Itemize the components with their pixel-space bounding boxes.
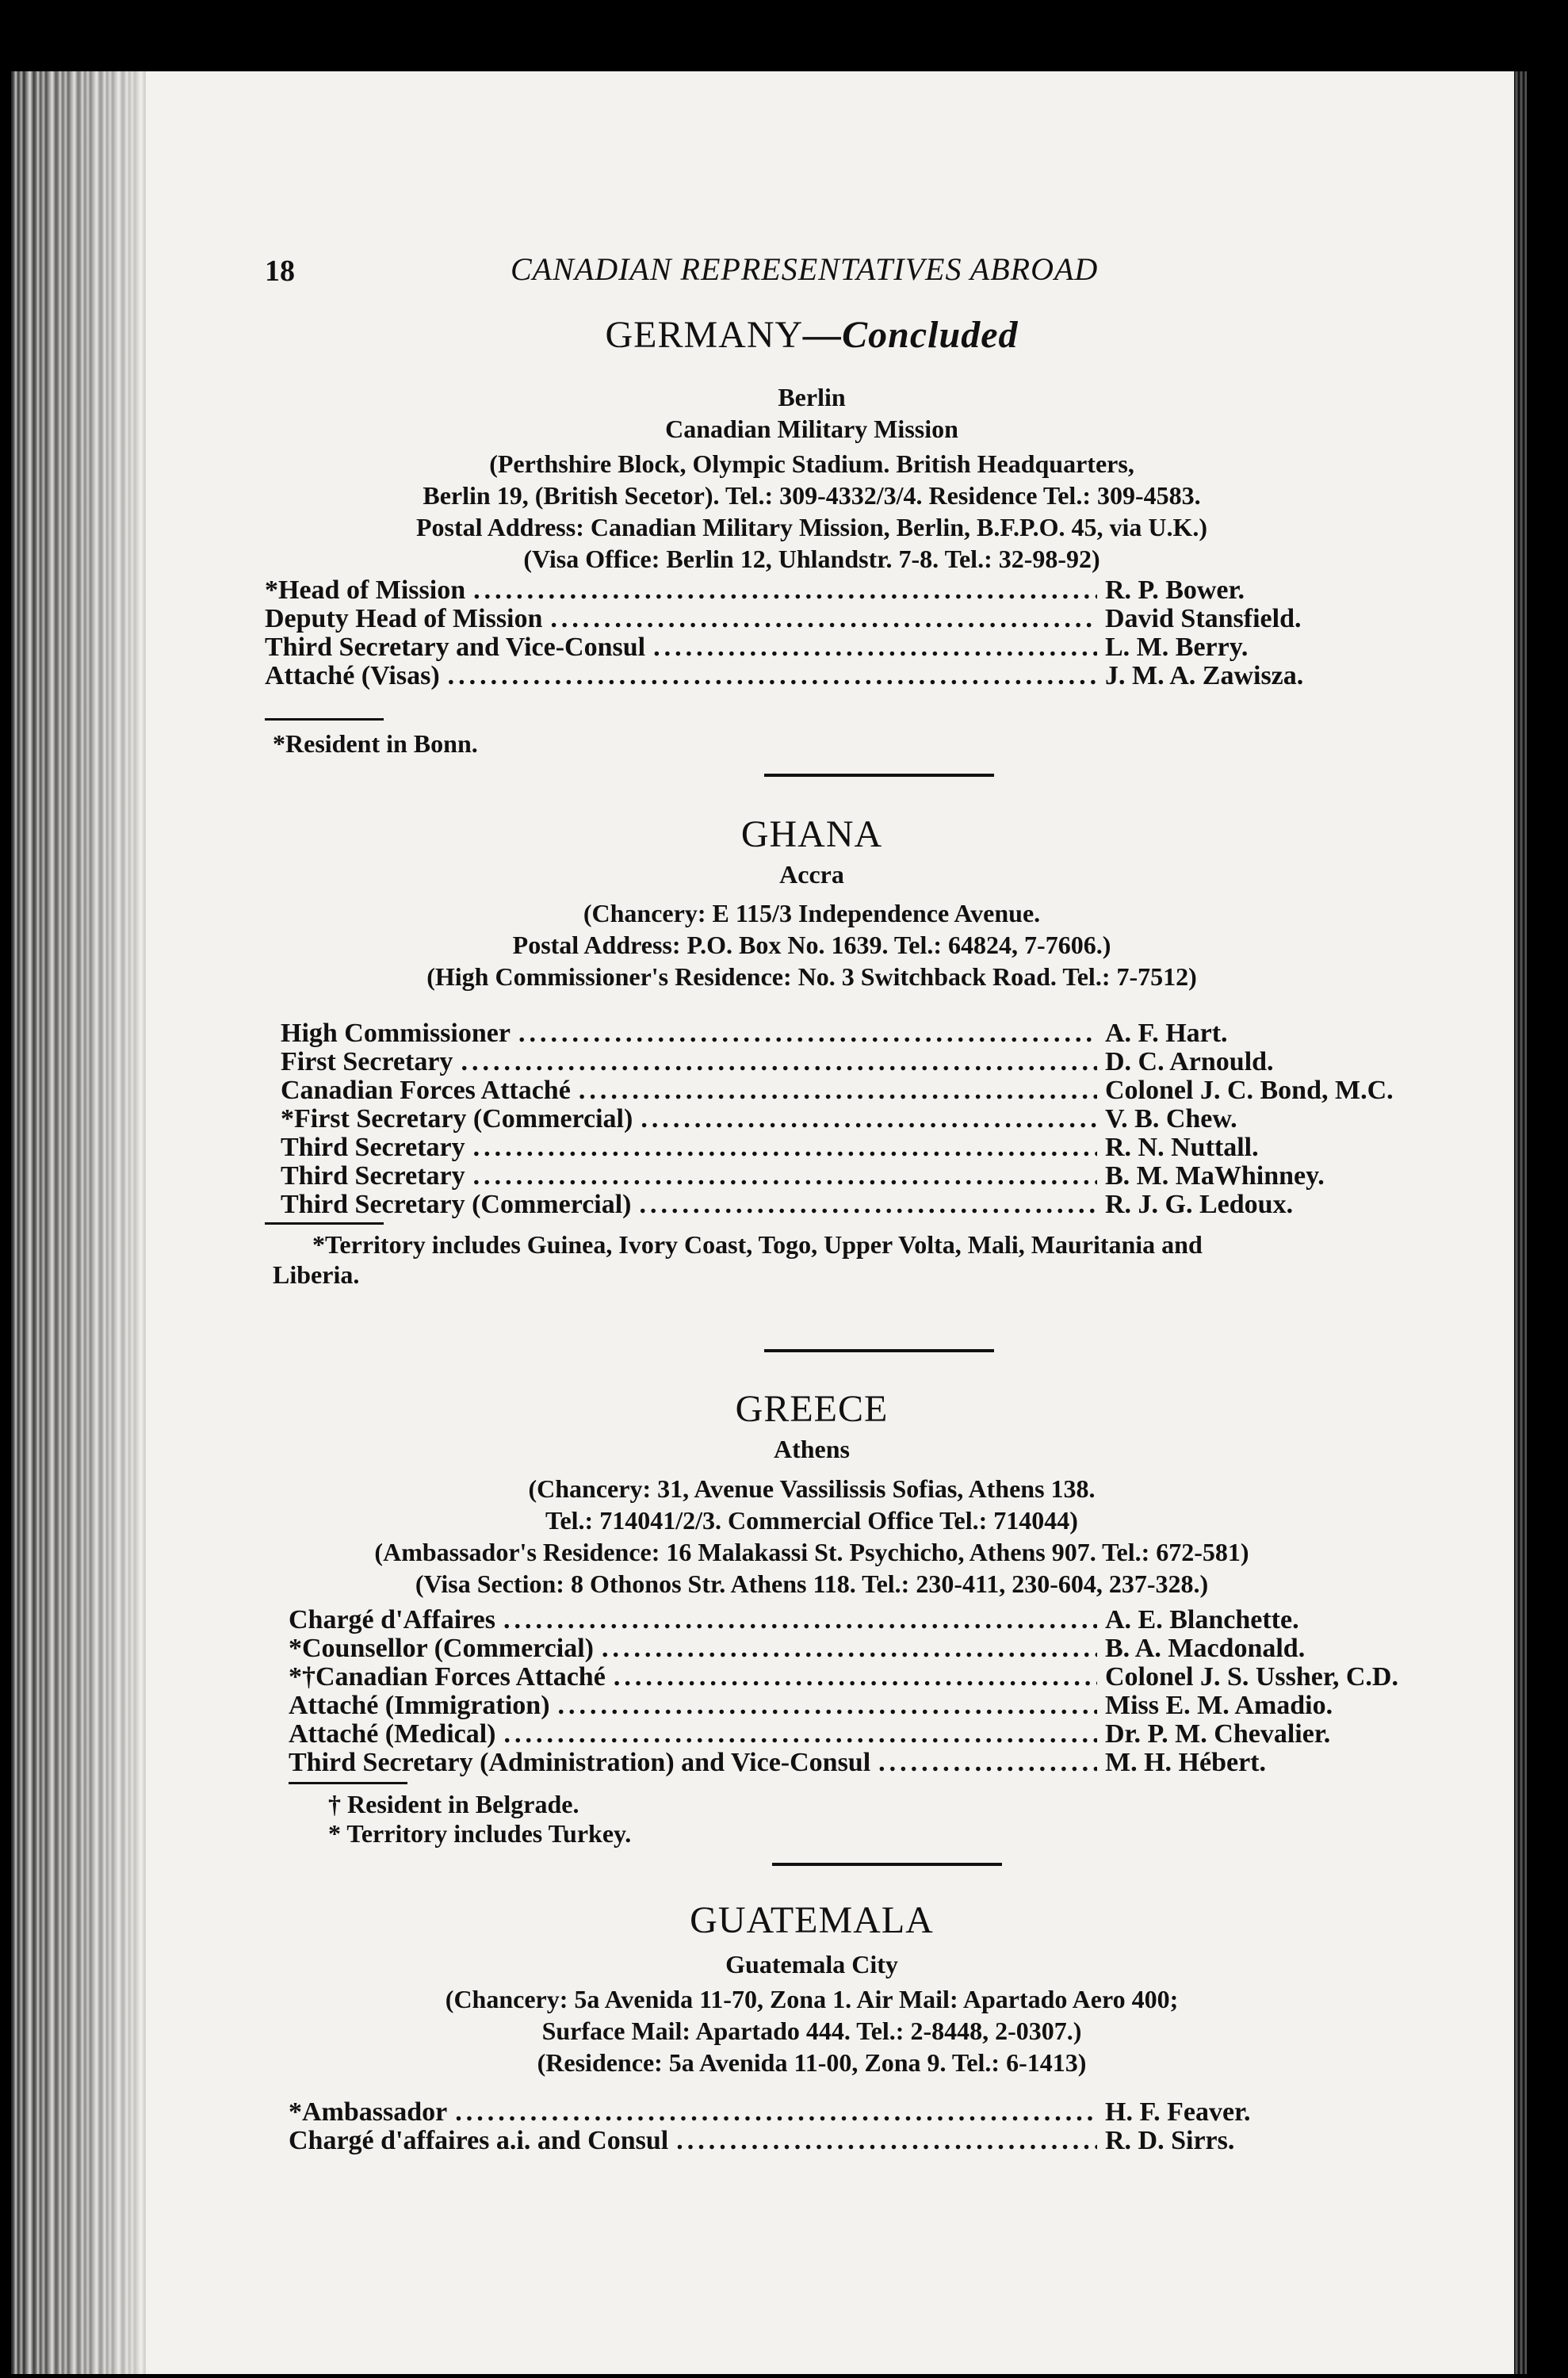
- staff-name: Colonel J. C. Bond, M.C.: [1105, 1076, 1394, 1105]
- staff-row: [281, 1019, 1454, 1047]
- staff-row: [289, 2126, 1454, 2154]
- dot-leader: [614, 1662, 1097, 1692]
- staff-name: A. F. Hart.: [1105, 1019, 1228, 1048]
- staff-title: Attaché (Immigration): [289, 1691, 550, 1720]
- staff-row: [281, 1190, 1454, 1218]
- dot-leader: [461, 1047, 1097, 1077]
- footnote: † Resident in Belgrade.: [328, 1790, 579, 1818]
- address-line: Surface Mail: Apartado 444. Tel.: 2-8448, 2-0307.): [541, 2017, 1082, 2045]
- staff-row: [289, 2097, 1454, 2126]
- footnote-rule: [289, 1782, 407, 1784]
- staff-name: David Stansfield.: [1105, 604, 1302, 633]
- staff-name: A. E. Blanchette.: [1105, 1605, 1299, 1634]
- address-line: (Visa Section: 8 Othonos Str. Athens 118. Tel.: 230-411, 230-604, 237-328.): [415, 1569, 1209, 1598]
- staff-name: R. P. Bower.: [1105, 575, 1245, 605]
- dot-leader: [504, 1719, 1097, 1749]
- staff-row: [281, 1076, 1454, 1104]
- address-line: (Chancery: 31, Avenue Vassilissis Sofias, Athens 138.: [528, 1474, 1096, 1503]
- address-block: [265, 448, 1359, 575]
- staff-name: H. F. Feaver.: [1105, 2097, 1251, 2127]
- address-line: (Perthshire Block, Olympic Stadium. British Headquarters,: [489, 449, 1134, 478]
- staff-name: Colonel J. S. Ussher, C.D.: [1105, 1662, 1398, 1692]
- dot-leader: [503, 1605, 1097, 1635]
- section-divider: [772, 1863, 1002, 1866]
- staff-name: B. M. MaWhinney.: [1105, 1161, 1325, 1191]
- staff-list: [265, 575, 1454, 690]
- staff-name: B. A. Macdonald.: [1105, 1634, 1306, 1663]
- address-line: Berlin 19, (British Secetor). Tel.: 309-4332/3/4. Residence Tel.: 309-4583.: [423, 481, 1201, 510]
- page-number: 18: [265, 254, 295, 288]
- address-line: (Chancery: 5a Avenida 11-70, Zona 1. Air Mail: Apartado Aero 400;: [445, 1985, 1179, 2013]
- country-heading-greece: GREECE: [735, 1388, 889, 1430]
- address-line: (Ambassador's Residence: 16 Malakassi St. Psychicho, Athens 907. Tel.: 672-581): [374, 1538, 1249, 1566]
- staff-name: J. M. A. Zawisza.: [1105, 661, 1304, 690]
- address-block: [265, 1473, 1359, 1600]
- address-line: Tel.: 714041/2/3. Commercial Office Tel.: 714044): [545, 1506, 1078, 1535]
- page: [11, 71, 1527, 2374]
- footnote: * Territory includes Turkey.: [328, 1819, 632, 1848]
- staff-title: Third Secretary and Vice-Consul: [265, 633, 646, 662]
- dot-leader: [602, 1634, 1097, 1664]
- staff-title: First Secretary: [281, 1047, 453, 1076]
- staff-title: *First Secretary (Commercial): [281, 1104, 633, 1134]
- staff-name: R. J. G. Ledoux.: [1105, 1190, 1294, 1219]
- section-divider: [764, 774, 994, 777]
- staff-name: R. N. Nuttall.: [1105, 1133, 1259, 1162]
- staff-title: Canadian Forces Attaché: [281, 1076, 571, 1105]
- staff-row: [265, 661, 1454, 690]
- staff-title: Chargé d'affaires a.i. and Consul: [289, 2126, 669, 2155]
- staff-name: Miss E. M. Amadio.: [1105, 1691, 1333, 1720]
- dot-leader: [558, 1691, 1097, 1721]
- staff-name: M. H. Hébert.: [1105, 1748, 1266, 1777]
- address-line: (High Commissioner's Residence: No. 3 Switchback Road. Tel.: 7-7512): [426, 962, 1197, 991]
- country-heading-guatemala: GUATEMALA: [690, 1899, 934, 1941]
- staff-name: Dr. P. M. Chevalier.: [1105, 1719, 1331, 1749]
- country-suffix: —Concluded: [803, 314, 1019, 356]
- staff-title: *Counsellor (Commercial): [289, 1634, 594, 1663]
- city-heading: Guatemala City: [725, 1950, 898, 1978]
- dot-leader: [579, 1076, 1097, 1106]
- dot-leader: [550, 604, 1097, 634]
- section-divider: [764, 1349, 994, 1352]
- staff-row: [289, 1662, 1454, 1691]
- dot-leader: [641, 1104, 1097, 1134]
- dot-leader: [448, 661, 1097, 691]
- staff-title: *Head of Mission: [265, 575, 466, 605]
- city-heading: Athens: [773, 1435, 850, 1463]
- address-line: (Residence: 5a Avenida 11-00, Zona 9. Tel.: 6-1413): [537, 2048, 1087, 2077]
- staff-title: *†Canadian Forces Attaché: [289, 1662, 606, 1692]
- footnote-rule: [265, 1222, 384, 1225]
- mission-heading: Canadian Military Mission: [665, 415, 958, 443]
- staff-row: [281, 1104, 1454, 1133]
- address-line: (Visa Office: Berlin 12, Uhlandstr. 7-8. Tel.: 32-98-92): [523, 545, 1100, 573]
- country-heading-germany: [265, 313, 1359, 357]
- address-block: [265, 1983, 1359, 2078]
- staff-name: V. B. Chew.: [1105, 1104, 1237, 1134]
- city-heading: Accra: [779, 860, 844, 889]
- city-heading: Berlin: [778, 383, 846, 411]
- staff-title: Deputy Head of Mission: [265, 604, 543, 633]
- staff-title: *Ambassador: [289, 2097, 448, 2127]
- dot-leader: [473, 575, 1097, 606]
- staff-name: R. D. Sirrs.: [1105, 2126, 1235, 2155]
- staff-title: High Commissioner: [281, 1019, 511, 1048]
- staff-row: [281, 1161, 1454, 1190]
- staff-title: Third Secretary: [281, 1133, 465, 1162]
- address-line: Postal Address: Canadian Military Mission, Berlin, B.F.P.O. 45, via U.K.): [415, 513, 1207, 541]
- footnote: *Territory includes Guinea, Ivory Coast, Togo, Upper Volta, Mali, Mauritania and: [312, 1230, 1203, 1259]
- country-heading-ghana: GHANA: [740, 813, 883, 855]
- address-block: [265, 897, 1359, 992]
- staff-title: Third Secretary (Administration) and Vice-Consul: [289, 1748, 871, 1777]
- staff-row: [289, 1719, 1454, 1748]
- staff-row: [289, 1605, 1454, 1634]
- dot-leader: [653, 633, 1097, 663]
- dot-leader: [640, 1190, 1098, 1220]
- staff-list: [289, 1605, 1454, 1776]
- address-line: Postal Address: P.O. Box No. 1639. Tel.: 64824, 7-7606.): [512, 931, 1111, 959]
- staff-list: [281, 1019, 1454, 1218]
- staff-title: Third Secretary (Commercial): [281, 1190, 632, 1219]
- running-title: CANADIAN REPRESENTATIVES ABROAD: [511, 251, 1099, 287]
- staff-row: [265, 575, 1454, 604]
- staff-row: [289, 1634, 1454, 1662]
- staff-title: Chargé d'Affaires: [289, 1605, 495, 1634]
- staff-list: [289, 2097, 1454, 2154]
- staff-row: [289, 1748, 1454, 1776]
- footnote: Liberia.: [273, 1260, 360, 1289]
- footnote-rule: [265, 718, 384, 721]
- footnote: *Resident in Bonn.: [273, 729, 478, 758]
- dot-leader: [455, 2097, 1097, 2128]
- staff-name: L. M. Berry.: [1105, 633, 1249, 662]
- staff-name: D. C. Arnould.: [1105, 1047, 1274, 1076]
- staff-row: [281, 1047, 1454, 1076]
- staff-title: Third Secretary: [281, 1161, 465, 1191]
- dot-leader: [676, 2126, 1097, 2156]
- staff-row: [265, 633, 1454, 661]
- dot-leader: [473, 1161, 1097, 1191]
- dot-leader: [518, 1019, 1097, 1049]
- address-line: (Chancery: E 115/3 Independence Avenue.: [583, 899, 1041, 927]
- staff-title: Attaché (Medical): [289, 1719, 496, 1749]
- staff-row: [265, 604, 1454, 633]
- staff-row: [289, 1691, 1454, 1719]
- dot-leader: [878, 1748, 1097, 1778]
- binding-gutter: [11, 71, 146, 2374]
- staff-row: [281, 1133, 1454, 1161]
- page-edge: [1514, 71, 1527, 2374]
- staff-title: Attaché (Visas): [265, 661, 440, 690]
- country-name: GERMANY: [605, 314, 804, 356]
- dot-leader: [473, 1133, 1097, 1163]
